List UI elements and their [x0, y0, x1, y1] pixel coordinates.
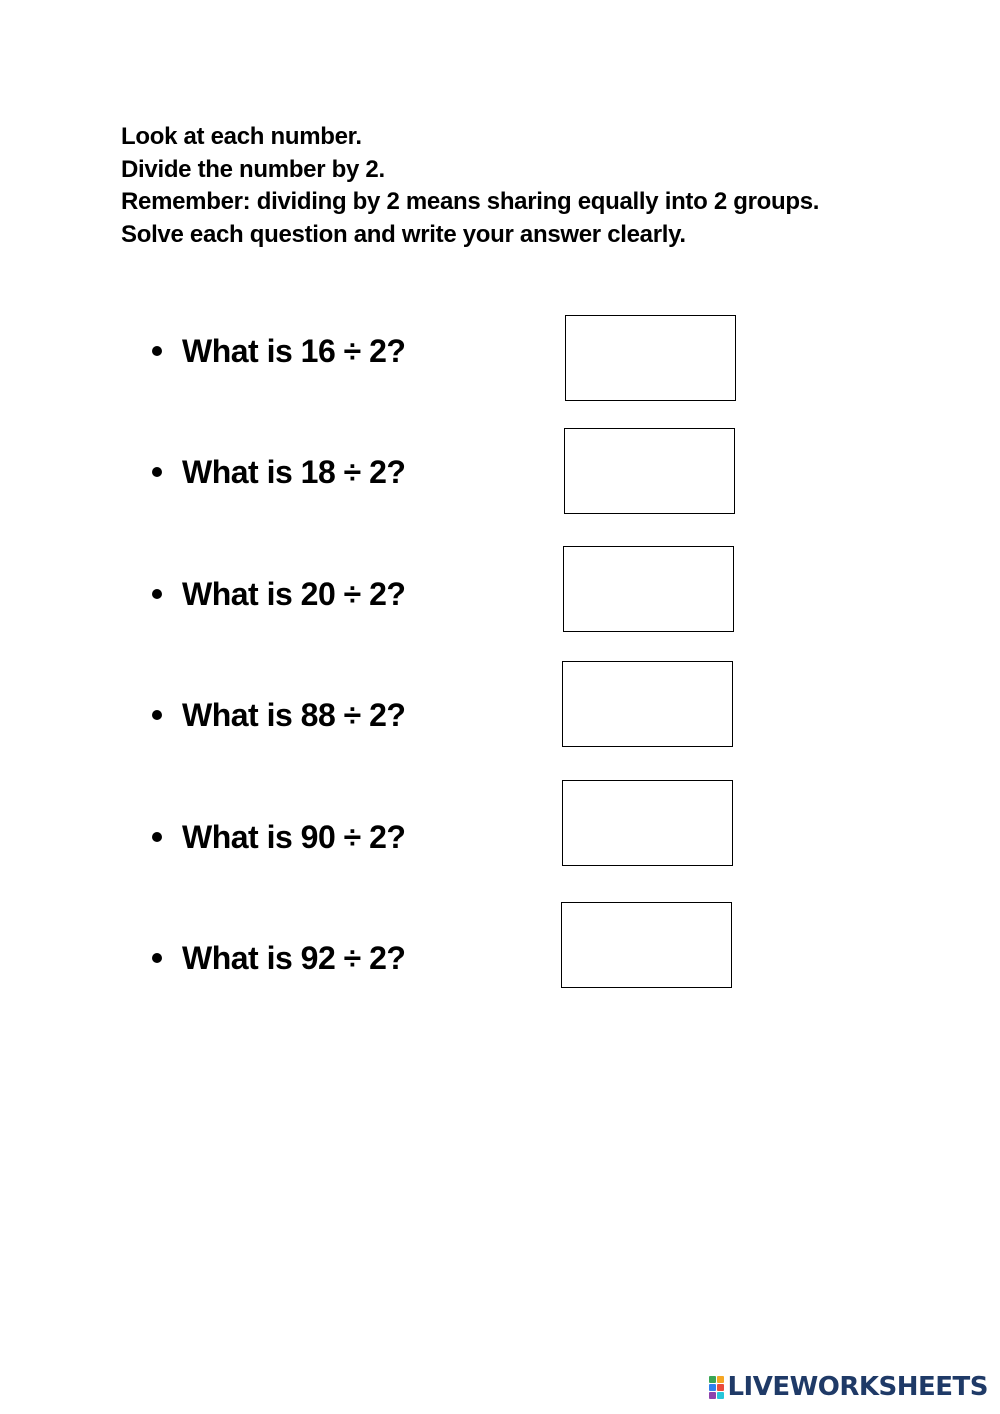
instructions — [121, 121, 941, 251]
question-item — [152, 695, 405, 735]
logo-cell — [717, 1376, 724, 1383]
answer-box[interactable] — [562, 661, 733, 747]
question-text: What is 20 ÷ 2? — [182, 575, 406, 612]
logo-cell — [717, 1384, 724, 1391]
bullet-icon — [152, 710, 162, 720]
answer-box[interactable] — [562, 780, 733, 866]
instruction-line: Look at each number. — [121, 123, 362, 150]
question-text: What is 16 ÷ 2? — [182, 332, 406, 369]
bullet-icon — [152, 346, 162, 356]
answer-box[interactable] — [563, 546, 734, 632]
instruction-line: Remember: dividing by 2 means sharing equally into 2 groups. — [121, 188, 820, 215]
bullet-icon — [152, 832, 162, 842]
instruction-line: Solve each question and write your answer clearly. — [121, 220, 686, 248]
question-text: What is 88 ÷ 2? — [182, 696, 406, 733]
logo-cell — [717, 1392, 724, 1399]
question-item — [152, 452, 405, 492]
question-text: What is 18 ÷ 2? — [182, 453, 406, 490]
bullet-icon — [152, 589, 162, 599]
logo-cell — [709, 1384, 716, 1391]
question-text: What is 92 ÷ 2? — [182, 939, 406, 976]
question-item — [152, 574, 405, 614]
answer-box[interactable] — [561, 902, 732, 988]
bullet-icon — [152, 953, 162, 963]
answer-box[interactable] — [564, 428, 735, 514]
bullet-icon — [152, 467, 162, 477]
instruction-line: Divide the number by 2. — [121, 155, 385, 183]
logo-cell — [709, 1376, 716, 1383]
answer-box[interactable] — [565, 315, 736, 401]
logo-text: LIVEWORKSHEETS — [727, 1372, 988, 1402]
logo-cell — [709, 1392, 716, 1399]
question-item — [152, 331, 405, 371]
liveworksheets-logo — [709, 1372, 988, 1402]
logo-icon — [709, 1376, 724, 1399]
question-item — [152, 938, 405, 978]
question-text: What is 90 ÷ 2? — [182, 818, 406, 855]
question-item — [152, 817, 405, 857]
